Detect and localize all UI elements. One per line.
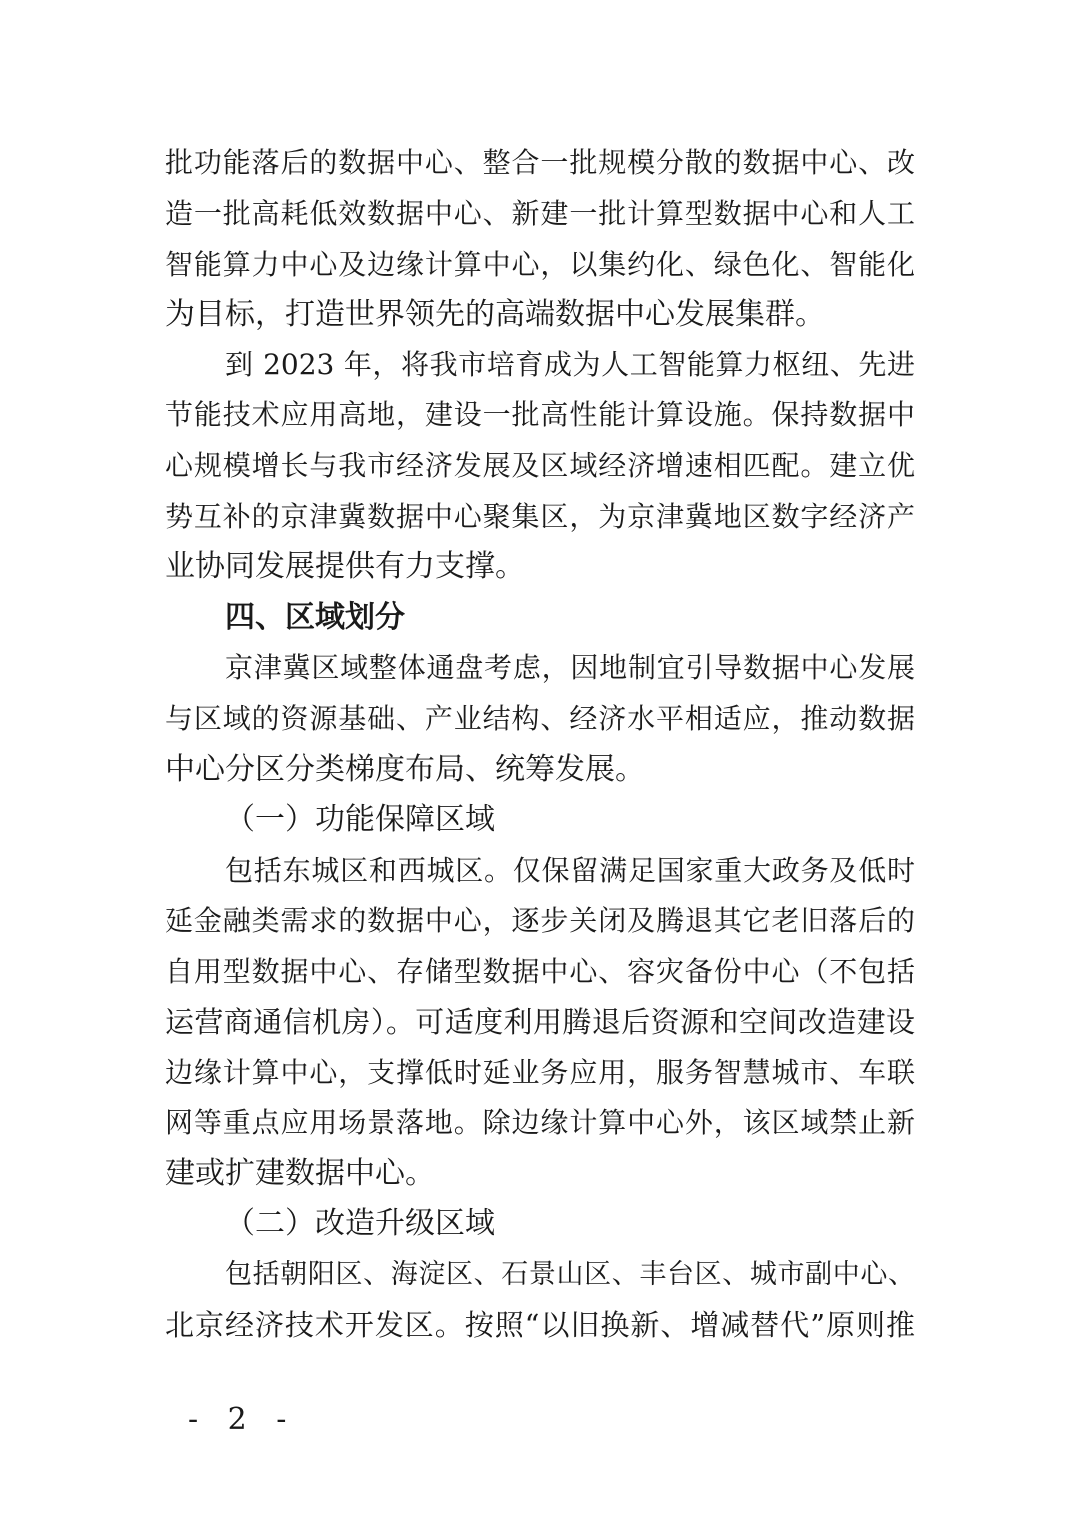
- body-text-line: 到 2023 年，将我市培育成为人工智能算力枢纽、先进: [225, 348, 915, 381]
- body-text-line: 与区域的资源基础、产业结构、经济水平相适应，推动数据: [165, 702, 915, 735]
- body-text-line: 延金融类需求的数据中心，逐步关闭及腾退其它老旧落后的: [165, 904, 915, 937]
- body-text-line: 节能技术应用高地，建设一批高性能计算设施。保持数据中: [165, 398, 915, 431]
- body-text-line: 为目标，打造世界领先的高端数据中心发展集群。: [165, 297, 825, 332]
- body-text-line: 造一批高耗低效数据中心、新建一批计算型数据中心和人工: [165, 197, 915, 230]
- body-text-line: 北京经济技术开发区。按照“以旧换新、增减替代”原则推: [165, 1308, 915, 1342]
- body-text-line: 自用型数据中心、存储型数据中心、容灾备份中心（不包括: [165, 955, 915, 988]
- body-text-line: 网等重点应用场景落地。除边缘计算中心外，该区域禁止新: [165, 1106, 915, 1139]
- body-text-line: 势互补的京津冀数据中心聚集区，为京津冀地区数字经济产: [165, 500, 915, 533]
- subsection-heading: （一）功能保障区域: [225, 802, 495, 837]
- body-text-line: 京津冀区域整体通盘考虑，因地制宜引导数据中心发展: [225, 651, 915, 684]
- section-heading: 四、区域划分: [225, 600, 405, 635]
- body-text-line: 中心分区分类梯度布局、统筹发展。: [165, 752, 645, 787]
- body-text-line: 包括朝阳区、海淀区、石景山区、丰台区、城市副中心、: [225, 1259, 915, 1290]
- body-text-line: 批功能落后的数据中心、整合一批规模分散的数据中心、改: [165, 146, 915, 179]
- subsection-heading: （二）改造升级区域: [225, 1206, 495, 1241]
- body-text-line: 心规模增长与我市经济发展及区域经济增速相匹配。建立优: [165, 449, 915, 482]
- body-text-line: 建或扩建数据中心。: [165, 1156, 435, 1191]
- body-text-line: 包括东城区和西城区。仅保留满足国家重大政务及低时: [225, 854, 915, 887]
- body-text-line: 边缘计算中心，支撑低时延业务应用，服务智慧城市、车联: [165, 1056, 915, 1089]
- body-text-line: 业协同发展提供有力支撑。: [165, 549, 525, 584]
- body-text-line: 智能算力中心及边缘计算中心，以集约化、绿色化、智能化: [165, 248, 915, 281]
- body-text-line: 运营商通信机房）。可适度利用腾退后资源和空间改造建设: [165, 1005, 915, 1039]
- page-number: - 2 -: [188, 1402, 297, 1437]
